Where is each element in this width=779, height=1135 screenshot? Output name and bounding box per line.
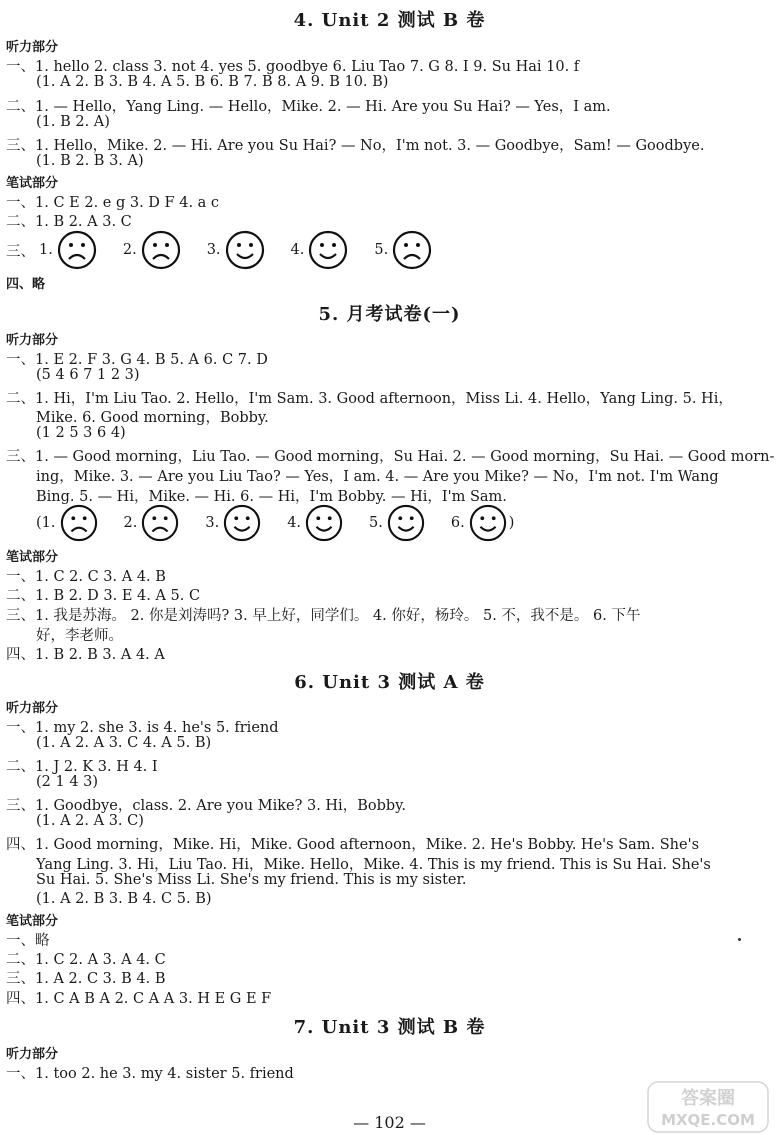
answer-line: 三、1. 我是苏海。 2. 你是刘涛吗? 3. 早上好，同学们。 4. 你好，杨玲。 5. 不，我不是。 6. 下午 xyxy=(6,608,641,624)
answer-line: Yang Ling. 3. Hi，Liu Tao. Hi，Mike. Hello，Mike. 4. This is my friend. This is Su Hai. She's xyxy=(36,857,711,873)
faces-close: ) xyxy=(508,515,515,531)
sad-face-icon xyxy=(141,504,179,542)
answer-line: 一、1. hello 2. class 3. not 4. yes 5. goodbye 6. Liu Tao 7. G 8. I 9. Su Hai 10. f xyxy=(6,59,580,75)
answer-line: 四、1. B 2. B 3. A 4. A xyxy=(6,647,165,663)
face-number: 5. xyxy=(369,515,383,531)
answer-line: (1. A 2. A 3. C) xyxy=(36,813,144,829)
answer-line: 一、1. C 2. C 3. A 4. B xyxy=(6,569,166,585)
answer-line: 三、1. Goodbye，class. 2. Are you Mike? 3. Hi，Bobby. xyxy=(6,798,407,814)
face-number: 6. xyxy=(450,515,465,531)
happy-face-icon xyxy=(305,504,343,542)
answer-line: 三、1. Hello，Mike. 2. — Hi. Are you Su Hai? — No，I'm not. 3. — Goodbye，Sam! — Goodbye. xyxy=(6,138,705,154)
sad-face-icon xyxy=(57,230,97,270)
answer-line: Su Hai. 5. She's Miss Li. She's my friend. This is my sister. xyxy=(36,872,467,888)
answer-line: 二、1. Hi，I'm Liu Tao. 2. Hello，I'm Sam. 3. Good afternoon，Miss Li. 4. Hello，Yang Ling. 5. Hi， xyxy=(6,391,733,407)
answer-line: 三、1. A 2. C 3. B 4. B xyxy=(6,971,166,987)
section-title: 7. Unit 3 测试 B 卷 xyxy=(293,1017,486,1038)
sad-face-icon xyxy=(392,230,432,270)
faces-row xyxy=(36,504,518,542)
section-title: 6. Unit 3 测试 A 卷 xyxy=(294,672,485,693)
answer-line: 四、略 xyxy=(6,277,46,292)
faces-prefix: 三、 xyxy=(6,243,35,260)
listening-label: 听力部分 xyxy=(6,1047,59,1062)
listening-label: 听力部分 xyxy=(6,40,59,55)
answer-line: 一、略 xyxy=(6,933,50,949)
answer-line: 二、1. J 2. K 3. H 4. I xyxy=(6,759,158,775)
face-number: 2. xyxy=(123,515,138,531)
answer-line: (1. A 2. B 3. B 4. A 5. B 6. B 7. B 8. A 9. B 10. B) xyxy=(36,74,389,90)
happy-face-icon xyxy=(308,230,348,270)
face-number: 3. xyxy=(205,515,220,531)
section-title: 4. Unit 2 测试 B 卷 xyxy=(293,10,486,31)
written-label: 笔试部分 xyxy=(6,914,59,929)
answer-line: 三、1. — Good morning，Liu Tao. — Good morning，Su Hai. 2. — Good morning，Su Hai. — Good morn- xyxy=(6,449,775,465)
answer-line: (1. B 2. A) xyxy=(36,114,110,130)
faces-open: (1. xyxy=(36,515,56,531)
section-title: 5. 月考试卷(一) xyxy=(318,304,461,325)
answer-line: (1. B 2. B 3. A) xyxy=(36,153,144,169)
answer-line: 二、1. — Hello，Yang Ling. — Hello，Mike. 2. — Hi. Are you Su Hai? — Yes，I am. xyxy=(6,99,611,115)
answer-line: 一、1. E 2. F 3. G 4. B 5. A 6. C 7. D xyxy=(6,352,268,368)
happy-face-icon xyxy=(225,230,265,270)
page-number: — 102 — xyxy=(353,1113,426,1132)
scan-speck xyxy=(738,938,741,941)
answer-line: Bing. 5. — Hi，Mike. — Hi. 6. — Hi，I'm Bobby. — Hi，I'm Sam. xyxy=(36,489,507,505)
faces-row xyxy=(6,230,432,270)
answer-line: (5 4 6 7 1 2 3) xyxy=(36,367,140,383)
listening-label: 听力部分 xyxy=(6,333,59,348)
written-label: 笔试部分 xyxy=(6,550,59,565)
face-number: 4. xyxy=(287,515,302,531)
answer-line: 一、1. too 2. he 3. my 4. sister 5. friend xyxy=(6,1066,294,1082)
answer-line: Mike. 6. Good morning，Bobby. xyxy=(36,410,269,426)
face-number: 1. xyxy=(39,242,53,258)
face-number: 3. xyxy=(206,242,221,258)
happy-face-icon xyxy=(387,504,425,542)
answer-line: 四、1. Good morning，Mike. Hi，Mike. Good afternoon，Mike. 2. He's Bobby. He's Sam. She's xyxy=(6,837,700,853)
answer-line: (1 2 5 3 6 4) xyxy=(36,425,126,441)
answer-line: 一、1. my 2. she 3. is 4. he's 5. friend xyxy=(6,720,279,736)
face-number: 4. xyxy=(290,242,305,258)
sad-face-icon xyxy=(60,504,98,542)
answer-line: (2 1 4 3) xyxy=(36,774,99,790)
answer-line: 一、1. C E 2. e g 3. D F 4. a c xyxy=(6,195,220,211)
happy-face-icon xyxy=(469,504,507,542)
svg-text:MXQE.COM: MXQE.COM xyxy=(661,1111,755,1129)
answer-line: 二、1. B 2. A 3. C xyxy=(6,214,132,230)
watermark-logo-text: 答案圈 xyxy=(681,1088,735,1109)
answer-line: 好，李老师。 xyxy=(36,628,123,644)
sad-face-icon xyxy=(141,230,181,270)
answer-line: 四、1. C A B A 2. C A A 3. H E G E F xyxy=(6,991,272,1007)
listening-label: 听力部分 xyxy=(6,701,59,716)
answer-line: 二、1. C 2. A 3. A 4. C xyxy=(6,952,166,968)
face-number: 2. xyxy=(122,242,137,258)
answer-line: ing，Mike. 3. — Are you Liu Tao? — Yes，I am. 4. — Are you Mike? — No，I'm not. I'm Wang xyxy=(36,469,719,485)
happy-face-icon xyxy=(223,504,261,542)
answer-line: 二、1. B 2. D 3. E 4. A 5. C xyxy=(6,588,201,604)
answer-line: (1. A 2. A 3. C 4. A 5. B) xyxy=(36,735,212,751)
answer-line: (1. A 2. B 3. B 4. C 5. B) xyxy=(36,891,212,907)
face-number: 5. xyxy=(374,242,389,258)
written-label: 笔试部分 xyxy=(6,176,59,191)
